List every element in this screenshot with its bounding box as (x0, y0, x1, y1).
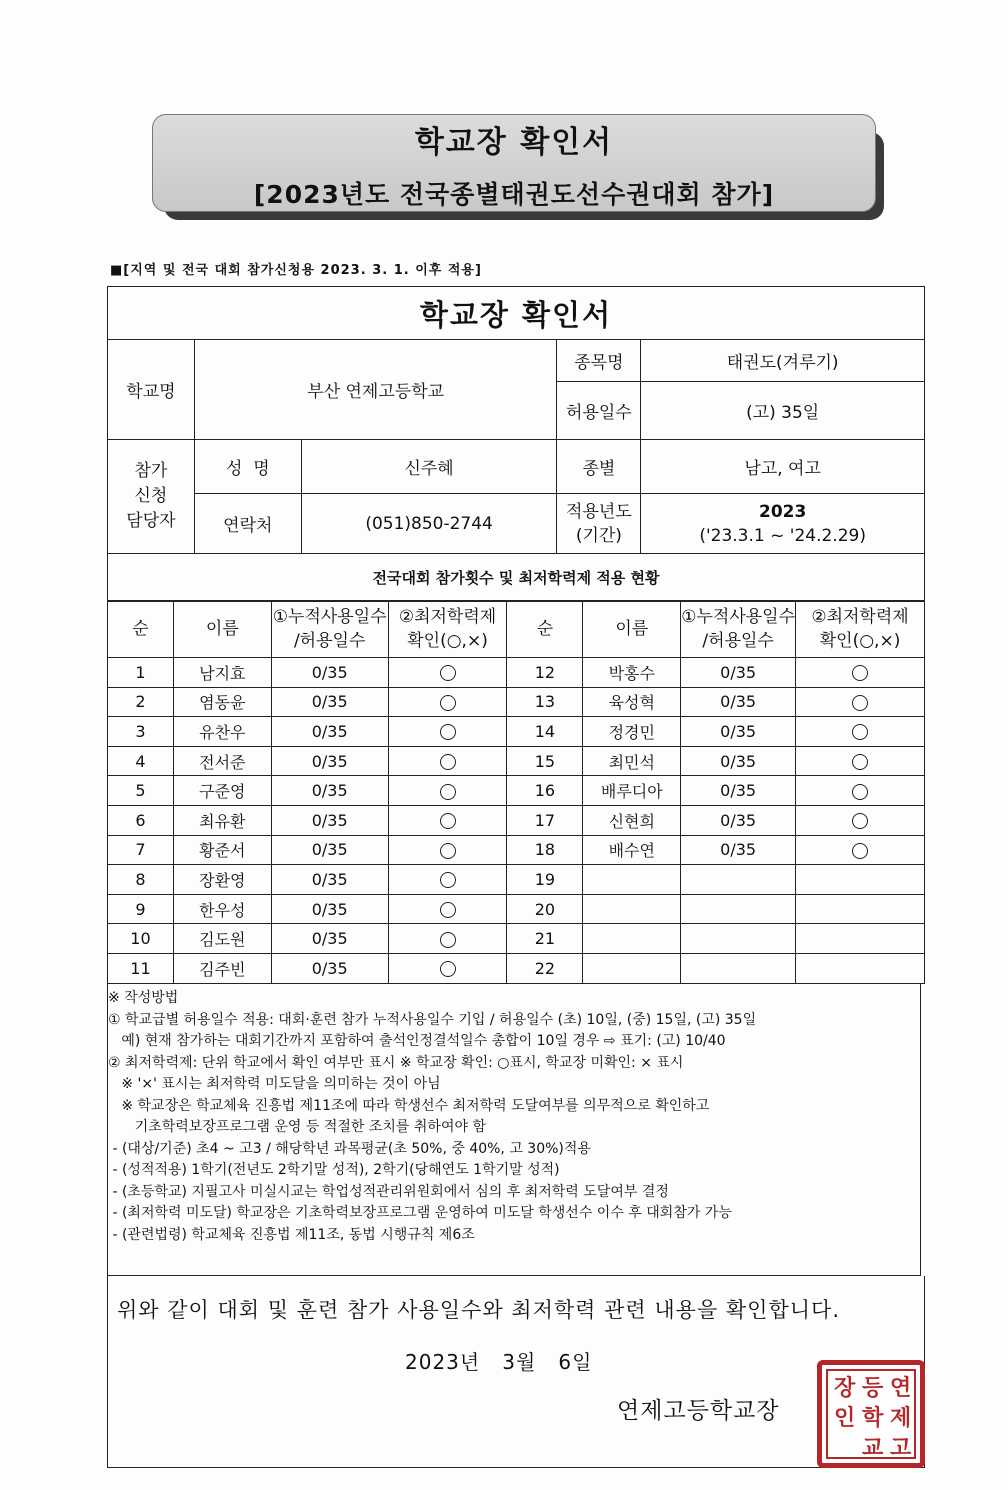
student-no: 19 (507, 865, 583, 895)
instruction-line: ※ 학교장은 학교체육 진흥법 제11조에 따라 학생선수 최저학력 도달여부를 의무적으로 확인하고 (108, 1097, 710, 1114)
event-value: 태권도(겨루기) (641, 340, 925, 382)
signer-name: 연제고등학교장 (617, 1398, 780, 1424)
instruction-line: 기초학력보장프로그램 운영 등 적절한 조치를 취하여야 함 (108, 1119, 486, 1135)
name-value: 신주혜 (301, 440, 557, 494)
seal-character: 학 (862, 1406, 884, 1431)
student-days: 0/35 (681, 717, 796, 747)
check-cell (796, 865, 925, 895)
student-days: 0/35 (681, 746, 796, 776)
title-banner (152, 114, 876, 212)
type-label: 종별 (557, 440, 641, 494)
principal-seal (817, 1360, 925, 1468)
student-no: 4 (108, 746, 174, 776)
circle-mark-icon (440, 695, 456, 711)
student-name: 박홍수 (583, 658, 681, 688)
student-no: 14 (507, 717, 583, 747)
year-cell (641, 494, 925, 554)
check-cell (796, 894, 925, 924)
student-name: 장환영 (173, 865, 271, 895)
instruction-line: - (최저학력 미도달) 학교장은 기초학력보장프로그램 운영하여 미도달 학생선수 이수 후 대회참가 가능 (108, 1205, 732, 1221)
instruction-line: ② 최저학력제: 단위 학교에서 확인 여부만 표시 ※ 학교장 확인: ○표시, 학교장 미확인: × 표시 (108, 1054, 684, 1071)
student-no: 6 (108, 805, 174, 835)
table-row (108, 894, 925, 924)
circle-mark-icon (440, 784, 456, 800)
days-value: (고) 35일 (641, 382, 925, 440)
writing-instructions (107, 984, 921, 1276)
seal-character: 교 (862, 1436, 884, 1461)
school-value: 부산 연제고등학교 (194, 340, 557, 440)
col-days: ①누적사용일수 /허용일수 (681, 601, 796, 658)
student-no: 12 (507, 658, 583, 688)
student-days: 0/35 (681, 835, 796, 865)
name-label: 성 명 (194, 440, 301, 494)
student-rows (108, 658, 925, 984)
check-cell (388, 924, 507, 954)
col-check: ②최저학력제 확인(○,×) (388, 601, 507, 658)
student-name: 정경민 (583, 717, 681, 747)
student-name: 최유환 (173, 805, 271, 835)
student-no: 13 (507, 687, 583, 717)
col-check: ②최저학력제 확인(○,×) (796, 601, 925, 658)
col-no: 순 (108, 601, 174, 658)
section-title: 전국대회 참가횟수 및 최저학력제 적용 현황 (108, 554, 925, 602)
table-row (108, 835, 925, 865)
instruction-line: - (관련법령) 학교체육 진흥법 제11조, 동법 시행규칙 제6조 (108, 1226, 475, 1243)
table-row (108, 865, 925, 895)
student-days (681, 953, 796, 983)
contact-label: 연락처 (194, 494, 301, 554)
check-cell (796, 805, 925, 835)
seal-character: 연 (890, 1376, 912, 1401)
circle-mark-icon (440, 813, 456, 829)
col-name: 이름 (173, 601, 271, 658)
student-no: 17 (507, 805, 583, 835)
circle-mark-icon (852, 724, 868, 740)
check-cell (388, 805, 507, 835)
circle-mark-icon (440, 665, 456, 681)
banner-title: 학교장 확인서 (414, 125, 614, 160)
student-no: 7 (108, 835, 174, 865)
student-days: 0/35 (271, 687, 388, 717)
header-info-table (107, 286, 925, 602)
check-cell (388, 894, 507, 924)
student-no: 9 (108, 894, 174, 924)
student-days: 0/35 (271, 953, 388, 983)
circle-mark-icon (852, 754, 868, 770)
student-no: 15 (507, 746, 583, 776)
student-name: 육성혁 (583, 687, 681, 717)
student-days: 0/35 (681, 687, 796, 717)
student-name: 구준영 (173, 776, 271, 806)
circle-mark-icon (440, 872, 456, 888)
circle-mark-icon (852, 813, 868, 829)
circle-mark-icon (440, 902, 456, 918)
table-row (108, 924, 925, 954)
year-value: 2023 (759, 501, 807, 522)
student-no: 10 (108, 924, 174, 954)
instruction-line: 예) 현재 참가하는 대회기간까지 포함하여 출석인정결석일수 총합이 10일 경우 ⇨ 표기: (고) 10/40 (108, 1033, 726, 1049)
student-days: 0/35 (271, 835, 388, 865)
applicant-label: 참가 신청 담당자 (108, 440, 195, 554)
student-days: 0/35 (271, 776, 388, 806)
student-name (583, 865, 681, 895)
table-row (108, 658, 925, 688)
school-label: 학교명 (108, 340, 195, 440)
student-name (583, 894, 681, 924)
student-days: 0/35 (681, 805, 796, 835)
banner-subtitle: [2023년도 전국종별태권도선수권대회 참가] (253, 180, 775, 209)
circle-mark-icon (440, 754, 456, 770)
student-no: 18 (507, 835, 583, 865)
student-no: 22 (507, 953, 583, 983)
seal-character: 장 (834, 1376, 856, 1401)
instruction-line: ※ '×' 표시는 최저학력 미도달을 의미하는 것이 아님 (108, 1076, 441, 1092)
days-label: 허용일수 (557, 382, 641, 440)
student-name: 배수연 (583, 835, 681, 865)
form-title: 학교장 확인서 (108, 287, 925, 340)
table-row (108, 746, 925, 776)
student-days: 0/35 (271, 894, 388, 924)
check-cell (796, 717, 925, 747)
student-no: 5 (108, 776, 174, 806)
student-days: 0/35 (271, 658, 388, 688)
col-days: ①누적사용일수 /허용일수 (271, 601, 388, 658)
table-row (108, 717, 925, 747)
check-cell (388, 865, 507, 895)
student-name: 황준서 (173, 835, 271, 865)
table-row (108, 805, 925, 835)
student-name: 배루디아 (583, 776, 681, 806)
student-name: 염동윤 (173, 687, 271, 717)
student-no: 21 (507, 924, 583, 954)
check-cell (388, 658, 507, 688)
student-name: 김주빈 (173, 953, 271, 983)
seal-character: 고 (890, 1436, 912, 1461)
student-no: 1 (108, 658, 174, 688)
instruction-line: - (대상/기준) 초4 ~ 고3 / 해당학년 과목평균(초 50%, 중 40%, 고 30%)적용 (108, 1140, 591, 1157)
col-name: 이름 (583, 601, 681, 658)
check-cell (796, 835, 925, 865)
check-cell (796, 924, 925, 954)
event-label: 종목명 (557, 340, 641, 382)
table-row (108, 776, 925, 806)
check-cell (796, 776, 925, 806)
student-days (681, 894, 796, 924)
instruction-line: ※ 작성방법 (108, 990, 179, 1006)
seal-character: 등 (862, 1376, 884, 1401)
student-days: 0/35 (271, 924, 388, 954)
type-value: 남고, 여고 (641, 440, 925, 494)
circle-mark-icon (440, 932, 456, 948)
student-days (681, 865, 796, 895)
student-no: 16 (507, 776, 583, 806)
year-period: ('23.3.1 ~ '24.2.29) (699, 525, 866, 546)
student-days: 0/35 (271, 717, 388, 747)
check-cell (388, 776, 507, 806)
seal-character: 인 (834, 1406, 856, 1431)
instruction-line: - (초등학교) 지필고사 미실시교는 학업성적관리위원회에서 심의 후 최저학력 도달여부 결정 (108, 1183, 669, 1200)
check-cell (796, 953, 925, 983)
student-name (583, 953, 681, 983)
student-name (583, 924, 681, 954)
student-name: 최민석 (583, 746, 681, 776)
student-no: 3 (108, 717, 174, 747)
student-name: 전서준 (173, 746, 271, 776)
contact-value: (051)850-2744 (301, 494, 557, 554)
student-name: 김도원 (173, 924, 271, 954)
year-label: 적용년도 (기간) (557, 494, 641, 554)
student-days: 0/35 (681, 776, 796, 806)
student-no: 8 (108, 865, 174, 895)
form-applicability-note: ■[지역 및 전국 대회 참가신청용 2023. 3. 1. 이후 적용] (110, 263, 482, 278)
circle-mark-icon (440, 843, 456, 859)
student-name: 한우성 (173, 894, 271, 924)
circle-mark-icon (440, 961, 456, 977)
seal-character: 제 (890, 1406, 912, 1431)
student-days: 0/35 (271, 746, 388, 776)
student-days: 0/35 (271, 805, 388, 835)
check-cell (388, 746, 507, 776)
check-cell (796, 746, 925, 776)
student-no: 2 (108, 687, 174, 717)
student-name: 유찬우 (173, 717, 271, 747)
col-no: 순 (507, 601, 583, 658)
participation-table (107, 600, 925, 984)
circle-mark-icon (852, 695, 868, 711)
check-cell (388, 717, 507, 747)
circle-mark-icon (852, 843, 868, 859)
student-no: 11 (108, 953, 174, 983)
student-days (681, 924, 796, 954)
instruction-line: ① 학교급별 허용일수 적용: 대회·훈련 참가 누적사용일수 기입 / 허용일수 (초) 10일, (중) 15일, (고) 35일 (108, 1011, 757, 1028)
table-row (108, 687, 925, 717)
table-row (108, 953, 925, 983)
check-cell (388, 687, 507, 717)
student-days: 0/35 (271, 865, 388, 895)
student-name: 신현희 (583, 805, 681, 835)
circle-mark-icon (852, 784, 868, 800)
student-name: 남지효 (173, 658, 271, 688)
student-days: 0/35 (681, 658, 796, 688)
confirmation-text: 위와 같이 대회 및 훈련 참가 사용일수와 최저학력 관련 내용을 확인합니다. (117, 1298, 841, 1322)
check-cell (388, 835, 507, 865)
check-cell (796, 687, 925, 717)
student-no: 20 (507, 894, 583, 924)
instruction-line: - (성적적용) 1학기(전년도 2학기말 성적), 2학기(당해연도 1학기말 성적) (108, 1162, 560, 1178)
check-cell (796, 658, 925, 688)
confirmation-date: 2023년 3월 6일 (405, 1350, 593, 1374)
circle-mark-icon (852, 665, 868, 681)
check-cell (388, 953, 507, 983)
circle-mark-icon (440, 724, 456, 740)
